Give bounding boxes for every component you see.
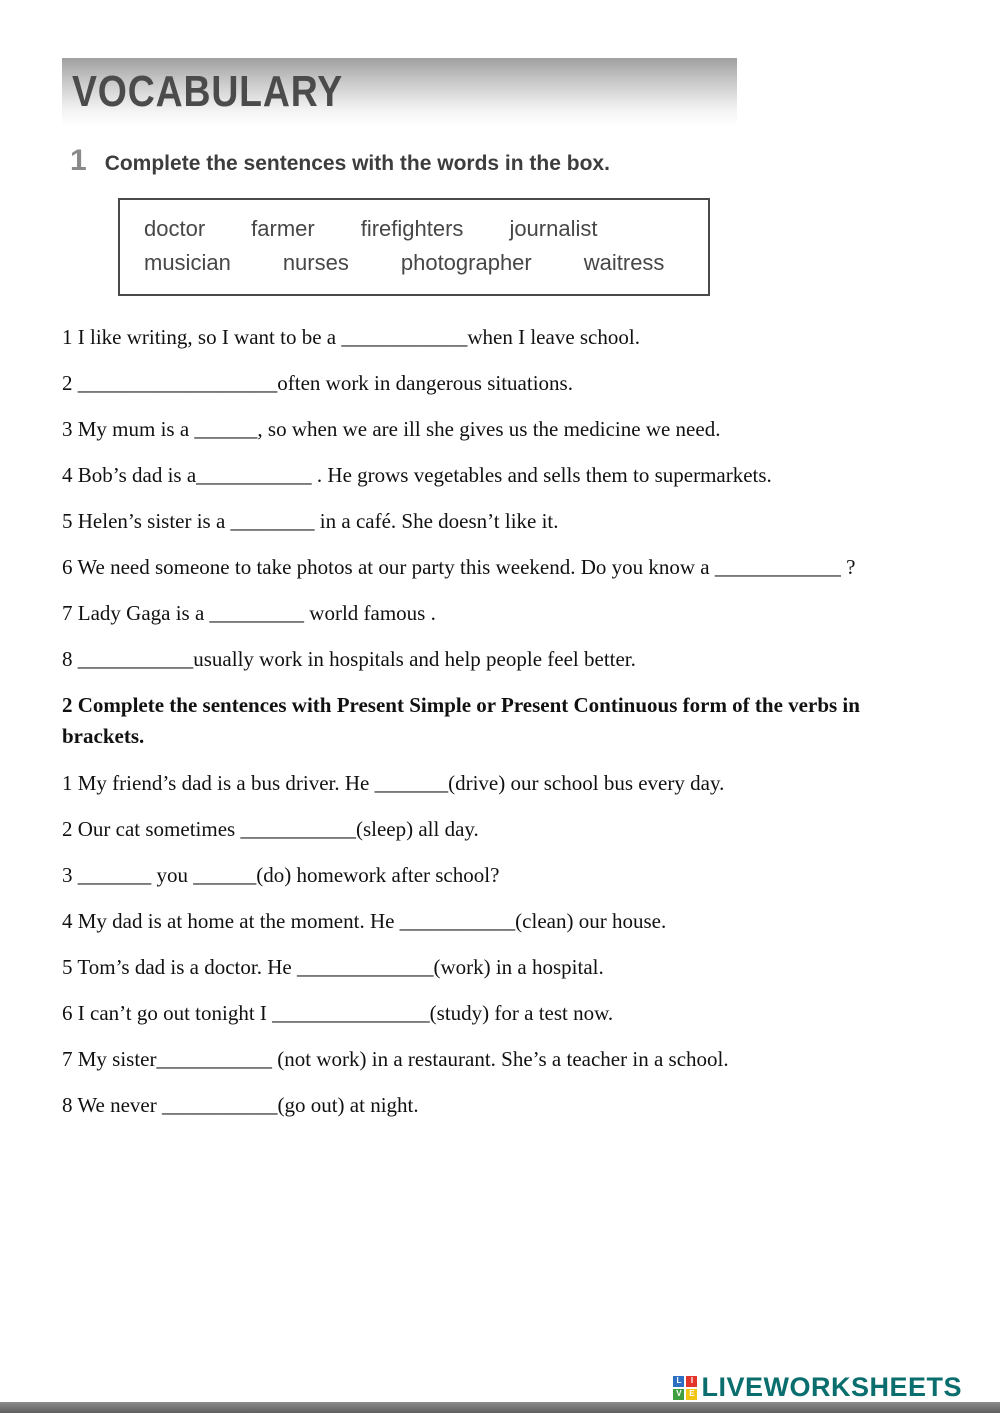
- logo-tile-l: L: [673, 1376, 684, 1387]
- exercise1-sentence-1: 1 I like writing, so I want to be a ____________when I leave school.: [62, 325, 640, 349]
- exercise1-instruction: Complete the sentences with the words in the box.: [104, 152, 610, 175]
- word-waitress: waitress: [583, 250, 665, 275]
- exercise1-sentence-2: 2 ___________________often work in dangerous situations.: [62, 371, 573, 395]
- exercise1-sentences: [62, 322, 942, 674]
- exercise1-sentence-4: 4 Bob’s dad is a___________ . He grows vegetables and sells them to supermarkets.: [62, 463, 772, 487]
- word-musician: musician: [144, 250, 231, 275]
- exercise2-sentence-8: 8 We never ___________(go out) at night.: [62, 1093, 419, 1117]
- liveworksheets-brand[interactable]: [673, 1372, 962, 1403]
- word-box: [118, 198, 710, 296]
- exercise2-sentence-1: 1 My friend’s dad is a bus driver. He _______(drive) our school bus every day.: [62, 771, 725, 795]
- exercise2-sentence-4: 4 My dad is at home at the moment. He ___________(clean) our house.: [62, 909, 667, 933]
- page-title: VOCABULARY: [72, 67, 344, 116]
- exercise2-sentence-3: 3 _______ you ______(do) homework after school?: [62, 863, 500, 887]
- logo-tile-e: E: [686, 1389, 697, 1400]
- word-photographer: photographer: [400, 250, 532, 275]
- exercise1-sentence-6: 6 We need someone to take photos at our party this weekend. Do you know a ____________ ?: [62, 555, 856, 579]
- exercise1-sentence-7: 7 Lady Gaga is a _________ world famous .: [62, 601, 436, 625]
- word-farmer: farmer: [251, 216, 315, 241]
- logo-tile-v: V: [673, 1389, 684, 1400]
- exercise1-number: 1: [70, 144, 87, 177]
- exercise2-heading: 2 Complete the sentences with Present Simple or Present Continuous form of the verbs in brackets.: [62, 693, 860, 748]
- word-journalist: journalist: [509, 216, 598, 241]
- exercise1-sentence-8: 8 ___________usually work in hospitals and help people feel better.: [62, 647, 636, 671]
- word-box-row-1: [144, 216, 684, 242]
- word-firefighters: firefighters: [360, 216, 464, 241]
- exercise2-sentence-2: 2 Our cat sometimes ___________(sleep) all day.: [62, 817, 479, 841]
- logo-tile-i: I: [686, 1376, 697, 1387]
- word-box-row-2: [144, 250, 684, 276]
- vocabulary-header-band: [62, 58, 737, 126]
- liveworksheets-brand-text: LIVEWORKSHEETS: [701, 1372, 962, 1402]
- exercise2-sentence-5: 5 Tom’s dad is a doctor. He _____________(work) in a hospital.: [62, 955, 604, 979]
- exercise2-sentence-6: 6 I can’t go out tonight I _______________(study) for a test now.: [62, 1001, 614, 1025]
- page-bottom-strip: [0, 1402, 1000, 1413]
- exercise1-sentence-5: 5 Helen’s sister is a ________ in a café. She doesn’t like it.: [62, 509, 559, 533]
- exercise2-sentences: [62, 768, 942, 1120]
- exercise1-instruction-row: [70, 144, 1000, 178]
- word-doctor: doctor: [144, 216, 206, 241]
- liveworksheets-logo-icon: [673, 1376, 697, 1400]
- exercise1-sentence-3: 3 My mum is a ______, so when we are ill she gives us the medicine we need.: [62, 417, 721, 441]
- word-nurses: nurses: [282, 250, 349, 275]
- exercise2-sentence-7: 7 My sister___________ (not work) in a restaurant. She’s a teacher in a school.: [62, 1047, 729, 1071]
